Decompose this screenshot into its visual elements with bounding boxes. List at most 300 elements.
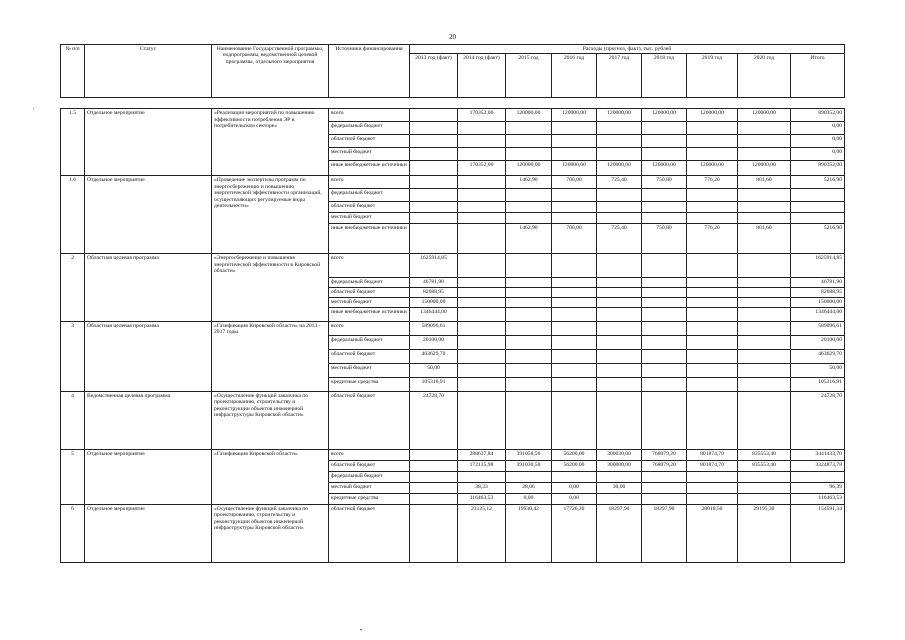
value-cell bbox=[642, 321, 687, 335]
value-cell bbox=[506, 278, 552, 288]
value-cell bbox=[642, 298, 687, 307]
value-cell bbox=[458, 254, 506, 278]
value-cell bbox=[687, 377, 738, 391]
header-num: № п/п bbox=[61, 45, 85, 98]
value-cell: 725,40 bbox=[597, 176, 642, 189]
value-cell bbox=[552, 363, 597, 377]
total-cell: 50,00 bbox=[791, 363, 845, 377]
header-total: Итого bbox=[791, 54, 845, 98]
value-cell bbox=[687, 335, 738, 349]
value-cell: 835553,40 bbox=[738, 449, 791, 460]
funding-source: федеральный бюджет bbox=[329, 335, 410, 349]
value-cell bbox=[738, 349, 791, 363]
funding-source: всего bbox=[329, 321, 410, 335]
row-status: Областная целевая программа bbox=[85, 321, 212, 391]
value-cell: 589096,61 bbox=[410, 321, 458, 335]
header-year: 2014 год (факт) bbox=[458, 54, 506, 98]
header-status: Статус bbox=[85, 45, 212, 98]
row-status: Отдельное мероприятие bbox=[85, 109, 212, 176]
funding-source: областной бюджет bbox=[329, 349, 410, 363]
value-cell bbox=[738, 135, 791, 148]
value-cell bbox=[642, 189, 687, 202]
value-cell bbox=[597, 148, 642, 161]
funding-source: областной бюджет bbox=[329, 202, 410, 213]
value-cell: 46781,90 bbox=[410, 278, 458, 288]
value-cell bbox=[597, 202, 642, 213]
value-cell bbox=[642, 493, 687, 504]
row-name: «Проведение экспертизы программ по энергосбережению и повышению энергетической эффективности организаций, осуществляющих регулируемые виды деятельности» bbox=[212, 176, 329, 254]
value-cell bbox=[410, 504, 458, 562]
value-cell: 750,80 bbox=[642, 176, 687, 189]
row-number: 3 bbox=[61, 321, 85, 391]
funding-source: областной бюджет bbox=[329, 288, 410, 298]
table-row bbox=[61, 176, 845, 189]
value-cell bbox=[410, 109, 458, 122]
value-cell: 120000,00 bbox=[642, 109, 687, 122]
total-cell: 589096,61 bbox=[791, 321, 845, 335]
value-cell bbox=[506, 122, 552, 135]
value-cell bbox=[687, 307, 738, 321]
value-cell bbox=[506, 202, 552, 213]
row-name: «Реализация мероприятий по повышению эффективности потребления ЭР в потребительском секторе» bbox=[212, 109, 329, 176]
value-cell bbox=[552, 148, 597, 161]
total-cell: 46781,90 bbox=[791, 278, 845, 288]
value-cell: 120000,00 bbox=[738, 109, 791, 122]
funding-source: кредитные средства bbox=[329, 377, 410, 391]
row-number: 1.6 bbox=[61, 176, 85, 254]
table-row bbox=[61, 504, 845, 562]
total-cell: 0,00 bbox=[791, 122, 845, 135]
value-cell bbox=[738, 202, 791, 213]
funding-source: иные внебюджетные источники bbox=[329, 224, 410, 254]
total-cell: 150000,00 bbox=[791, 298, 845, 307]
value-cell bbox=[738, 335, 791, 349]
value-cell: 300000,00 bbox=[597, 460, 642, 471]
value-cell bbox=[552, 321, 597, 335]
value-cell bbox=[597, 135, 642, 148]
value-cell bbox=[506, 307, 552, 321]
value-cell: 768079,20 bbox=[642, 460, 687, 471]
total-cell: 1625914,85 bbox=[791, 254, 845, 278]
value-cell bbox=[552, 189, 597, 202]
value-cell bbox=[458, 298, 506, 307]
total-cell: 0,00 bbox=[791, 148, 845, 161]
value-cell bbox=[738, 288, 791, 298]
value-cell bbox=[642, 278, 687, 288]
value-cell bbox=[687, 148, 738, 161]
table-row bbox=[61, 449, 845, 460]
row-name: «Осуществление функций заказчика по проектированию, строительству и реконструкции объектов инженерной инфраструктуры Кировской области» bbox=[212, 391, 329, 449]
value-cell bbox=[410, 449, 458, 460]
row-status: Отдельное мероприятие bbox=[85, 504, 212, 562]
value-cell: 18297,90 bbox=[642, 504, 687, 562]
funding-source: областной бюджет bbox=[329, 460, 410, 471]
funding-source: иные внебюджетные источники bbox=[329, 307, 410, 321]
value-cell bbox=[642, 377, 687, 391]
value-cell bbox=[597, 213, 642, 224]
funding-source: всего bbox=[329, 449, 410, 460]
funding-source: всего bbox=[329, 176, 410, 189]
value-cell bbox=[597, 307, 642, 321]
value-cell bbox=[642, 254, 687, 278]
value-cell bbox=[687, 213, 738, 224]
value-cell bbox=[642, 307, 687, 321]
page-number: 20 bbox=[449, 33, 456, 41]
value-cell bbox=[597, 298, 642, 307]
value-cell bbox=[552, 335, 597, 349]
value-cell: 170352,00 bbox=[458, 109, 506, 122]
value-cell: 1462,90 bbox=[506, 224, 552, 254]
row-number: 1.5 bbox=[61, 109, 85, 176]
value-cell: 116463,53 bbox=[458, 493, 506, 504]
value-cell bbox=[642, 482, 687, 493]
funding-source: всего bbox=[329, 109, 410, 122]
total-cell: 116463,53 bbox=[791, 493, 845, 504]
total-cell: 890352,00 bbox=[791, 161, 845, 176]
value-cell bbox=[458, 377, 506, 391]
value-cell bbox=[458, 471, 506, 482]
row-number: 6 bbox=[61, 504, 85, 562]
funding-source: местный бюджет bbox=[329, 213, 410, 224]
header-year: 2016 год bbox=[552, 54, 597, 98]
table-header-row bbox=[61, 45, 845, 54]
value-cell bbox=[458, 176, 506, 189]
value-cell: 0,00 bbox=[552, 493, 597, 504]
value-cell: 20100,00 bbox=[410, 335, 458, 349]
value-cell bbox=[506, 288, 552, 298]
value-cell bbox=[458, 363, 506, 377]
row-name: «Осуществление функций заказчика по проектированию, строительству и реконструкции объектов инженерной инфраструктуры Кировской области» bbox=[212, 504, 329, 562]
value-cell bbox=[687, 254, 738, 278]
value-cell bbox=[687, 363, 738, 377]
value-cell bbox=[597, 471, 642, 482]
value-cell bbox=[597, 363, 642, 377]
header-year: 2015 год bbox=[506, 54, 552, 98]
value-cell bbox=[738, 391, 791, 449]
value-cell bbox=[458, 148, 506, 161]
table-row bbox=[61, 391, 845, 449]
funding-source: местный бюджет bbox=[329, 482, 410, 493]
value-cell bbox=[410, 202, 458, 213]
value-cell bbox=[506, 298, 552, 307]
value-cell: 82688,95 bbox=[410, 288, 458, 298]
value-cell bbox=[552, 278, 597, 288]
header-name: Наименование Государственной программы, подпрограммы, ведомственной целевой программы, отдельного мероприятия bbox=[212, 45, 329, 98]
header-expenses: Расходы (прогноз, факт), тыс. рублей bbox=[410, 45, 845, 54]
value-cell: 700,00 bbox=[552, 224, 597, 254]
value-cell bbox=[597, 493, 642, 504]
value-cell bbox=[552, 307, 597, 321]
value-cell bbox=[552, 349, 597, 363]
value-cell bbox=[552, 213, 597, 224]
value-cell bbox=[642, 349, 687, 363]
value-cell: 801,60 bbox=[738, 224, 791, 254]
value-cell bbox=[738, 298, 791, 307]
value-cell bbox=[642, 335, 687, 349]
value-cell bbox=[597, 122, 642, 135]
value-cell bbox=[506, 391, 552, 449]
value-cell bbox=[738, 482, 791, 493]
value-cell: 120000,00 bbox=[597, 161, 642, 176]
value-cell bbox=[687, 189, 738, 202]
value-cell: 150000,00 bbox=[410, 298, 458, 307]
value-cell bbox=[597, 377, 642, 391]
value-cell bbox=[410, 460, 458, 471]
value-cell bbox=[458, 135, 506, 148]
value-cell: 23125,12 bbox=[458, 504, 506, 562]
value-cell bbox=[687, 122, 738, 135]
value-cell: 768079,20 bbox=[642, 449, 687, 460]
row-number: 4 bbox=[61, 391, 85, 449]
value-cell: 24728,70 bbox=[410, 391, 458, 449]
value-cell: 835553,40 bbox=[738, 460, 791, 471]
value-cell: 30,00 bbox=[597, 482, 642, 493]
value-cell bbox=[642, 135, 687, 148]
header-source: Источники финансирования bbox=[329, 45, 410, 98]
row-status: Областная целевая программа bbox=[85, 254, 212, 321]
value-cell bbox=[642, 213, 687, 224]
row-status: Отдельное мероприятие bbox=[85, 449, 212, 504]
total-cell: 154591,34 bbox=[791, 504, 845, 562]
value-cell bbox=[552, 377, 597, 391]
value-cell bbox=[738, 307, 791, 321]
value-cell bbox=[506, 189, 552, 202]
total-cell bbox=[791, 202, 845, 213]
header-year: 2019 год bbox=[687, 54, 738, 98]
value-cell: 172135,98 bbox=[458, 460, 506, 471]
value-cell: 105316,91 bbox=[410, 377, 458, 391]
stray-mark: ' bbox=[33, 108, 35, 114]
value-cell: 56200,00 bbox=[552, 460, 597, 471]
header-year: 2013 год (факт) bbox=[410, 54, 458, 98]
value-cell bbox=[410, 482, 458, 493]
row-name: «Газификация Кировской области» на 2013 - 2017 годы bbox=[212, 321, 329, 391]
funding-source: кредитные средства bbox=[329, 493, 410, 504]
row-number: 5 bbox=[61, 449, 85, 504]
value-cell: 700,00 bbox=[552, 176, 597, 189]
value-cell bbox=[687, 288, 738, 298]
total-cell bbox=[791, 189, 845, 202]
value-cell bbox=[687, 278, 738, 288]
value-cell bbox=[552, 254, 597, 278]
value-cell bbox=[410, 493, 458, 504]
value-cell bbox=[642, 471, 687, 482]
value-cell bbox=[687, 493, 738, 504]
value-cell bbox=[458, 349, 506, 363]
value-cell: 1625914,85 bbox=[410, 254, 458, 278]
value-cell: 120000,00 bbox=[687, 161, 738, 176]
value-cell bbox=[738, 321, 791, 335]
value-cell bbox=[597, 349, 642, 363]
value-cell bbox=[506, 135, 552, 148]
value-cell bbox=[687, 298, 738, 307]
value-cell bbox=[506, 363, 552, 377]
value-cell bbox=[738, 213, 791, 224]
value-cell bbox=[738, 148, 791, 161]
value-cell: 170352,00 bbox=[458, 161, 506, 176]
spacer-row bbox=[61, 98, 845, 109]
value-cell bbox=[506, 349, 552, 363]
value-cell bbox=[506, 335, 552, 349]
value-cell: 300030,00 bbox=[597, 449, 642, 460]
funding-source: федеральный бюджет bbox=[329, 189, 410, 202]
funding-source: федеральный бюджет bbox=[329, 122, 410, 135]
value-cell bbox=[458, 278, 506, 288]
row-status: Отдельное мероприятие bbox=[85, 176, 212, 254]
funding-source: федеральный бюджет bbox=[329, 278, 410, 288]
total-cell: 3441433,70 bbox=[791, 449, 845, 460]
value-cell bbox=[738, 363, 791, 377]
total-cell: 463629,70 bbox=[791, 349, 845, 363]
value-cell: 120000,00 bbox=[738, 161, 791, 176]
value-cell bbox=[687, 482, 738, 493]
value-cell bbox=[410, 161, 458, 176]
funding-source: местный бюджет bbox=[329, 363, 410, 377]
stray-mark: • bbox=[360, 628, 363, 634]
value-cell bbox=[642, 202, 687, 213]
value-cell: 120000,00 bbox=[506, 161, 552, 176]
value-cell bbox=[687, 349, 738, 363]
value-cell: 50,00 bbox=[410, 363, 458, 377]
value-cell bbox=[552, 135, 597, 148]
total-cell: 96,39 bbox=[791, 482, 845, 493]
value-cell bbox=[458, 335, 506, 349]
funding-source: федеральный бюджет bbox=[329, 471, 410, 482]
total-cell: 3324873,78 bbox=[791, 460, 845, 471]
value-cell bbox=[458, 224, 506, 254]
value-cell: 0,00 bbox=[506, 493, 552, 504]
value-cell: 28018,50 bbox=[687, 504, 738, 562]
value-cell: 1346444,00 bbox=[410, 307, 458, 321]
header-year: 2017 год bbox=[597, 54, 642, 98]
value-cell bbox=[687, 471, 738, 482]
value-cell bbox=[552, 202, 597, 213]
value-cell: 776,20 bbox=[687, 224, 738, 254]
value-cell bbox=[687, 202, 738, 213]
value-cell bbox=[642, 363, 687, 377]
funding-source: областной бюджет bbox=[329, 504, 410, 562]
value-cell bbox=[410, 176, 458, 189]
value-cell: 120000,00 bbox=[506, 109, 552, 122]
value-cell bbox=[506, 471, 552, 482]
value-cell: 288637,84 bbox=[458, 449, 506, 460]
funding-source: областной бюджет bbox=[329, 135, 410, 148]
value-cell bbox=[597, 335, 642, 349]
value-cell bbox=[458, 189, 506, 202]
value-cell bbox=[410, 213, 458, 224]
value-cell bbox=[410, 471, 458, 482]
value-cell: 801874,70 bbox=[687, 449, 738, 460]
value-cell bbox=[458, 391, 506, 449]
value-cell bbox=[597, 254, 642, 278]
value-cell bbox=[738, 189, 791, 202]
value-cell bbox=[597, 288, 642, 298]
value-cell bbox=[642, 288, 687, 298]
value-cell: 725,40 bbox=[597, 224, 642, 254]
value-cell: 120000,00 bbox=[687, 109, 738, 122]
value-cell bbox=[458, 288, 506, 298]
value-cell bbox=[458, 122, 506, 135]
funding-source: местный бюджет bbox=[329, 148, 410, 161]
value-cell bbox=[597, 278, 642, 288]
value-cell bbox=[597, 391, 642, 449]
row-status: Ведомственная целевая программа bbox=[85, 391, 212, 449]
value-cell bbox=[410, 135, 458, 148]
value-cell bbox=[738, 254, 791, 278]
value-cell bbox=[738, 471, 791, 482]
value-cell: 776,20 bbox=[687, 176, 738, 189]
value-cell bbox=[597, 189, 642, 202]
total-cell bbox=[791, 213, 845, 224]
value-cell: 391058,56 bbox=[506, 449, 552, 460]
total-cell: 0,00 bbox=[791, 135, 845, 148]
value-cell: 120000,00 bbox=[597, 109, 642, 122]
total-cell bbox=[791, 471, 845, 482]
value-cell: 56200,00 bbox=[552, 449, 597, 460]
table-row bbox=[61, 109, 845, 122]
row-number: 2 bbox=[61, 254, 85, 321]
value-cell: 750,80 bbox=[642, 224, 687, 254]
row-name: «Энергосбережение и повышение энергетической эффективности в Кировской области» bbox=[212, 254, 329, 321]
value-cell bbox=[552, 391, 597, 449]
value-cell bbox=[687, 321, 738, 335]
funding-source: областной бюджет bbox=[329, 391, 410, 449]
header-year: 2018 год bbox=[642, 54, 687, 98]
value-cell: 120000,00 bbox=[642, 161, 687, 176]
value-cell: 463629,70 bbox=[410, 349, 458, 363]
funding-source: иные внебюджетные источники bbox=[329, 161, 410, 176]
value-cell bbox=[738, 122, 791, 135]
value-cell bbox=[552, 122, 597, 135]
total-cell: 24728,70 bbox=[791, 391, 845, 449]
total-cell: 890352,00 bbox=[791, 109, 845, 122]
total-cell: 5216,90 bbox=[791, 176, 845, 189]
value-cell bbox=[506, 213, 552, 224]
value-cell bbox=[552, 298, 597, 307]
value-cell bbox=[410, 148, 458, 161]
total-cell: 20100,00 bbox=[791, 335, 845, 349]
value-cell bbox=[597, 321, 642, 335]
value-cell bbox=[552, 471, 597, 482]
funding-source: местный бюджет bbox=[329, 298, 410, 307]
expenses-table bbox=[60, 44, 845, 563]
value-cell: 0,00 bbox=[552, 482, 597, 493]
value-cell bbox=[458, 307, 506, 321]
value-cell bbox=[506, 321, 552, 335]
value-cell: 19930,42 bbox=[506, 504, 552, 562]
total-cell: 105316,91 bbox=[791, 377, 845, 391]
value-cell bbox=[458, 321, 506, 335]
value-cell bbox=[738, 377, 791, 391]
table-row bbox=[61, 321, 845, 335]
value-cell bbox=[687, 391, 738, 449]
value-cell bbox=[552, 288, 597, 298]
value-cell: 28,06 bbox=[506, 482, 552, 493]
value-cell: 801,60 bbox=[738, 176, 791, 189]
value-cell bbox=[642, 391, 687, 449]
value-cell bbox=[506, 377, 552, 391]
value-cell bbox=[410, 122, 458, 135]
value-cell bbox=[458, 213, 506, 224]
value-cell bbox=[506, 148, 552, 161]
value-cell bbox=[642, 148, 687, 161]
row-name: «Газификация Кировской области» bbox=[212, 449, 329, 504]
value-cell: 17726,20 bbox=[552, 504, 597, 562]
table-row bbox=[61, 254, 845, 278]
value-cell: 29195,30 bbox=[738, 504, 791, 562]
value-cell: 391030,50 bbox=[506, 460, 552, 471]
value-cell bbox=[458, 202, 506, 213]
